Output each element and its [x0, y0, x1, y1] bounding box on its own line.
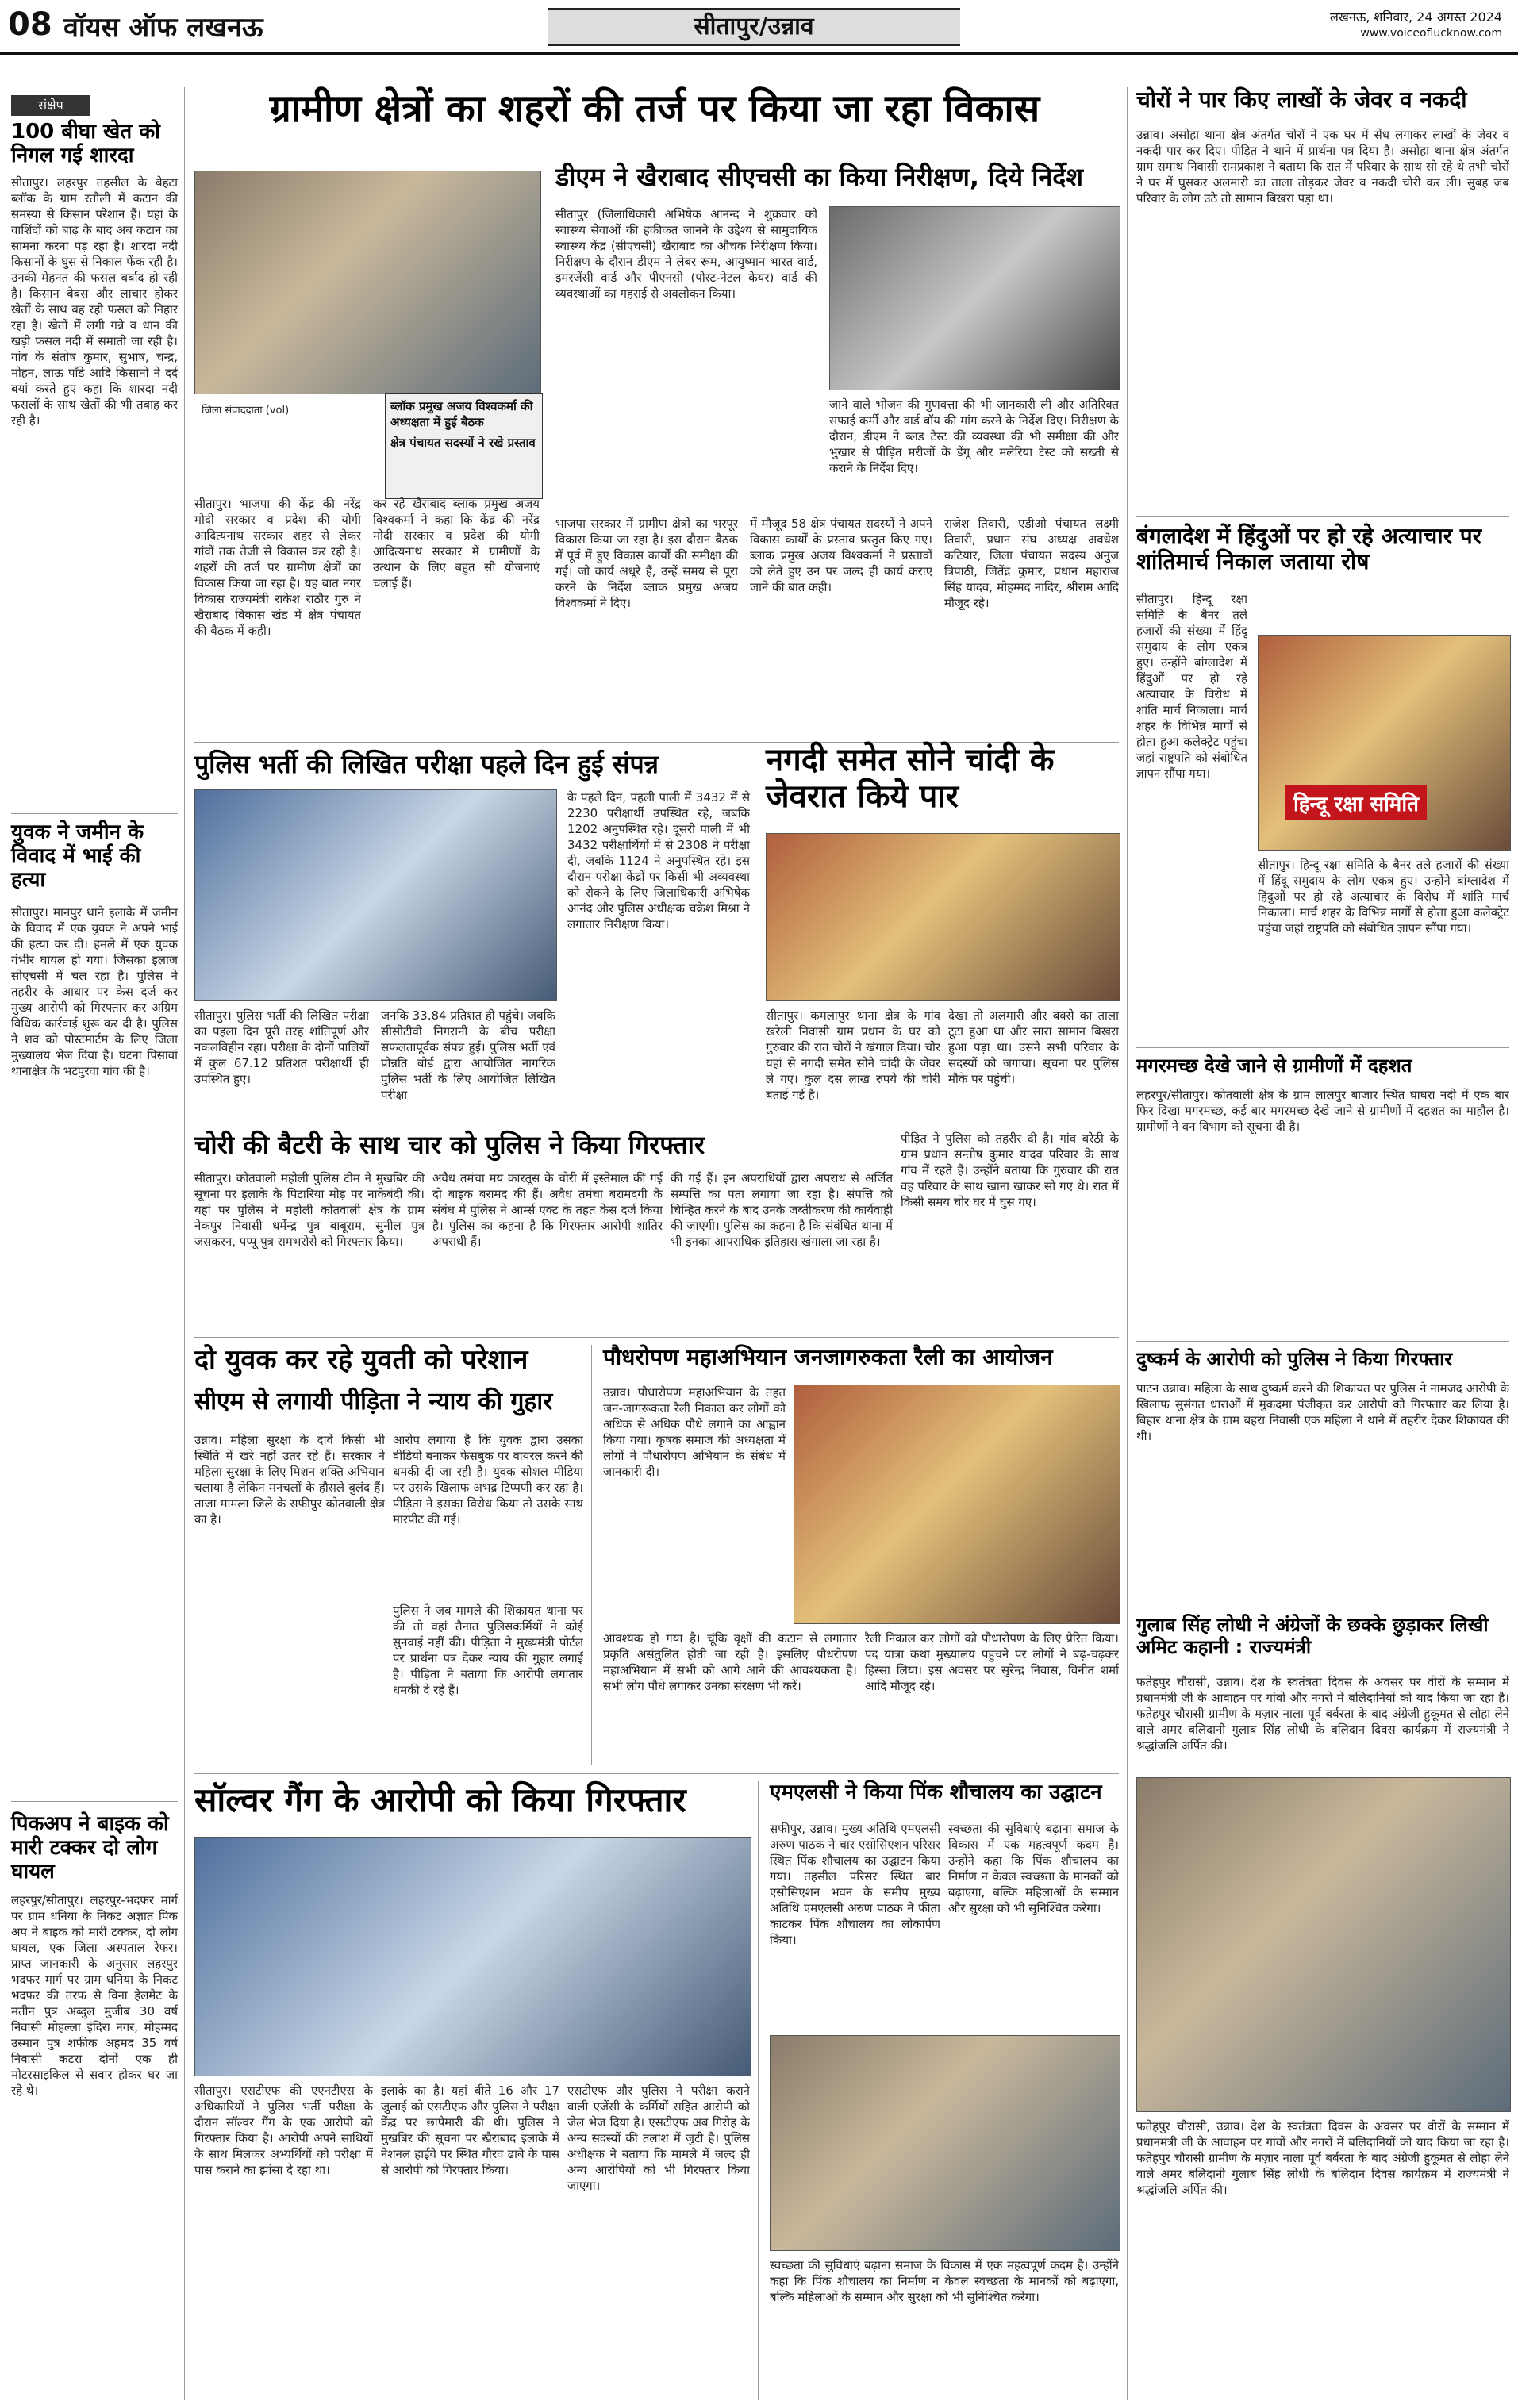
youth-body-3: पुलिस ने जब मामले की शिकायत थाना पर की तो वहां तैनात पुलिसकर्मियों ने कोई सुनवाई नहीं की। पीड़िता ने मुख्यमंत्री पोर्टल पर प्रार्थना पत्र देकर न्याय की गुहार लगाई है। पीड़िता ने बताया कि आरोपी लगातार धमकी दे रहे हैं। [393, 1603, 583, 1697]
rally-photo [794, 1385, 1120, 1624]
march-banner: हिन्दू रक्षा समिति [1285, 785, 1427, 820]
rally-body-2: आवश्यक हो गया है। चूंकि वृक्षों की कटान से लगातार प्रकृति असंतुलित होती जा रही है। इसलिए पौधरोपण महाअभियान में सभी को आगे आने की आवश्यकता है। सभी लोग पौधे लगाकर उनका संरक्षण भी करें। [603, 1631, 857, 1693]
page-number: 08 [8, 6, 52, 43]
right-body-1: उन्नाव। असोहा थाना क्षेत्र अंतर्गत चोरों ने एक घर में सेंध लगाकर लाखों के जेवर व नकदी पार कर दिए। पीड़ित ने थाने में प्रार्थना पत्र दिया है। असोहा थाना क्षेत्र अंतर्गत ग्राम समाथ निवासी रामप्रकाश ने बताया कि रात में परिवार के साथ सो रहे थे तभी चोरों ने घर में घुसकर अलमारी का ताला तोड़कर जेवर व नकदी चोरी कर ली। सुबह जब परिवार के लोग उठे तो सामान बिखरा पड़ा था। [1136, 128, 1509, 205]
toilet-body-3: स्वच्छता की सुविधाएं बढ़ाना समाज के विकास में एक महत्वपूर्ण कदम है। उन्होंने कहा कि पिंक शौचालय का निर्माण न केवल स्वच्छता के मानकों को बढ़ाएगा, बल्कि महिलाओं के सम्मान और सुरक्षा को भी सुनिश्चित करेगा। [770, 2258, 1119, 2304]
police-photo [194, 789, 557, 1001]
youth-body-2: आरोप लगाया है कि युवक द्वारा उसका वीडियो बनाकर फेसबुक पर वायरल करने की धमकी दी जा रही है। युवक सोशल मीडिया पर उसके खिलाफ अभद्र टिप्पणी कर रहा है। पीड़िता ने इसका विरोध किया तो उसके साथ मारपीट की गई। [393, 1433, 583, 1527]
brief-tag: संक्षेप [11, 95, 90, 116]
meeting-photo [194, 171, 541, 394]
toilet-headline: एमएलसी ने किया पिंक शौचालय का उद्घाटन [770, 1780, 1102, 1804]
divider [11, 1801, 178, 1802]
lead-body-2: कर रहे खैराबाद ब्लाक प्रमुख अजय विश्वकर्मा ने कहा कि केंद्र की नरेंद्र मोदी सरकार व प्रदेश की योगी आदित्यनाथ सरकार में ग्रामीणों के उत्थान के लिए बहुत सी योजनाएं चलाई हैं। [373, 497, 540, 590]
divider [1136, 1047, 1509, 1048]
right-body-5b: फतेहपुर चौरासी, उन्नाव। देश के स्वतंत्रता दिवस के अवसर पर वीरों के सम्मान में प्रधानमंत्री जी के आवाहन पर गांवों और नगरों में बलिदानियों को याद किया जा रहा है। फतेहपुर चौरासी ग्रामीण के मज़ार नाला पूर्व बर्बरता के बाद अंग्रेजी हुकूमत से लोहा लेने वाले अमर बलिदानी गुलाब सिंह लोधी के बलिदान दिवस कार्यक्रम में राज्यमंत्री ने श्रद्धांजलि अर्पित की। [1136, 2119, 1509, 2197]
right-body-2b: सीतापुर। हिन्दू रक्षा समिति के बैनर तले हजारों की संख्या में हिंदू समुदाय के लोग एकत्र हुए। उन्होंने बांग्लादेश में हिंदुओं पर हो रहे अत्याचार के विरोध में शांति मार्च निकाला। मार्च शहर के विभिन्न मार्गों से होता हुआ कलेक्ट्रेट पहुंचा जहां राष्ट्रपति को संबोधित ज्ञापन सौंपा गया। [1258, 858, 1509, 935]
photo-caption: जिला संवाददाता (vol) [198, 401, 292, 418]
cash-body-2: देखा तो अलमारी और बक्से का ताला टूटा हुआ था और सारा सामान बिखरा हुआ पड़ा था। उसने सभी परिवार के सदस्यों को जगाया। सूचना पर पुलिस मौके पर पहुंची। [948, 1008, 1119, 1086]
column-divider [758, 1781, 759, 2400]
dm-body-3: भाजपा सरकार में ग्रामीण क्षेत्रों का भरपूर विकास किया जा रहा है। इस दौरान बैठक में पूर्व में हुए विकास कार्यों की समीक्षा की गई। जो कार्य अधूरे हैं, उन्हें समय से पूरा करने के निर्देश ब्लाक प्रमुख अजय विश्वकर्मा ने दिए। [555, 517, 738, 610]
tribute-photo [1136, 1777, 1511, 2112]
section-title: सीतापुर/उन्नाव [548, 8, 960, 46]
left-headline-3: पिकअप ने बाइक को मारी टक्कर दो लोग घायल [11, 1812, 169, 1884]
rally-body-3: रैली निकाल कर लोगों को पौधारोपण के लिए प्रेरित किया। पद यात्रा कथा मुख्यालय पहुंचने पर लोगों ने बढ़-चढ़कर हिस्सा लिया। इस अवसर पर सुरेन्द्र निवास, विनीत शर्मा आदि मौजूद रहे। [865, 1631, 1119, 1693]
youth-subhead: सीएम से लगायी पीड़िता ने न्याय की गुहार [194, 1388, 553, 1415]
right-headline-3: मगरमच्छ देखे जाने से ग्रामीणों में दहशत [1136, 1054, 1412, 1077]
column-divider [184, 87, 185, 2400]
bullet-1: ब्लॉक प्रमुख अजय विश्वकर्मा की अध्यक्षता में हुई बैठक [390, 399, 533, 429]
lead-body-1: सीतापुर। भाजपा की केंद्र की नरेंद्र मोदी सरकार व प्रदेश की योगी आदित्यनाथ सरकार शहर से लेकर गांवों तक तेजी से विकास कर रही है। शहरों की तर्ज पर ग्रामीण क्षेत्रों का विकास किया जा रहा है। यह बात नगर विकास राज्यमंत्री राकेश राठौर गुरु ने खैराबाद विकास खंड में क्षेत्र पंचायत की बैठक में कही। [194, 497, 361, 638]
left-body-2: सीतापुर। मानपुर थाने इलाके में जमीन के विवाद में एक युवक ने अपने भाई की हत्या कर दी। हमले में एक युवक गंभीर घायल हो गया। जिसका इलाज सीएचसी में चल रहा है। पुलिस ने तहरीर के आधार पर केस दर्ज कर मुख्य आरोपी को गिरफ्तार कर अग्रिम विधिक कार्रवाई शुरू कर दी है। पुलिस ने शव को पोस्टमार्टम के लिए जिला मुख्यालय भेज दिया है। घटना पिसावां थानाक्षेत्र के भटपुरवा गांव की है। [11, 905, 178, 1078]
column-divider [591, 1345, 592, 1765]
masthead-rule [0, 52, 1518, 55]
cash-body-1: सीतापुर। कमलापुर थाना क्षेत्र के गांव खरेली निवासी ग्राम प्रधान के घर को गुरुवार की रात चोरों ने खंगाल दिया। चोर यहां से नगदी समेत सोने चांदी के जेवर ले गए। कुल दस लाख रुपये की चोरी बताई गई है। [766, 1008, 940, 1102]
right-body-3: लहरपुर/सीतापुर। कोतवाली क्षेत्र के ग्राम लालपुर बाजार स्थित घाघरा नदी में एक बार फिर दिखा मगरमच्छ, कई बार मगरमच्छ देखे जाने से ग्रामीणों में दहशत का माहौल है। ग्रामीणों ने वन विभाग को सूचना दी है। [1136, 1088, 1509, 1134]
paper-name: वॉयस ऑफ लखनऊ [63, 12, 263, 44]
right-headline-1: चोरों ने पार किए लाखों के जेवर व नकदी [1136, 86, 1467, 113]
theft-photo [766, 833, 1120, 1001]
dm-body-5: राजेश तिवारी, एडीओ पंचायत लक्ष्मी तिवारी, प्रधान संघ अध्यक्ष अवधेश कटियार, जिला पंचायत सदस्य अनुज त्रिपाठी, जितेंद्र कुमार, प्रधान महाराज सिंह यादव, मोहम्मद नादिर, श्रीराम आदि मौजूद रहे। [944, 517, 1119, 610]
right-body-4: पाटन उन्नाव। महिला के साथ दुष्कर्म करने की शिकायत पर पुलिस ने नामजद आरोपी के खिलाफ सुसंगत धाराओं में मुकदमा पंजीकृत कर आरोपी को गिरफ्तार कर लिया है। बिहार थाना क्षेत्र के ग्राम बहरा निवासी एक महिला ने थाने में तहरीर देकर शिकायत की थी। [1136, 1381, 1509, 1443]
masthead [0, 0, 1518, 49]
police-body-1: सीतापुर। पुलिस भर्ती की लिखित परीक्षा का पहला दिन पूरी तरह शांतिपूर्ण और नकलविहीन रहा। परीक्षा के दोनों पालियों में कुल 67.12 प्रतिशत परीक्षार्थी ही उपस्थित हुए। [194, 1008, 369, 1086]
dm-body-1: सीतापुर (जिलाधिकारी अभिषेक आनन्द ने शुक्रवार को स्वास्थ्य सेवाओं की हकीकत जानने के उद्देश्य से सामुदायिक स्वास्थ्य केंद्र (सीएचसी) खैराबाद का औचक निरीक्षण किया। निरीक्षण के दौरान डीएम ने लेबर रूम, आयुष्मान भारत वार्ड, इमरजेंसी वार्ड और पीएनसी (पोस्ट-नेटल केयर) वार्ड की व्यवस्थाओं का गहराई से अवलोकन किया। [555, 207, 817, 301]
toilet-body-1: सफीपुर, उन्नाव। मुख्य अतिथि एमएलसी अरुण पाठक ने चार एसोसिएशन परिसर स्थित पिंक शौचालय का उद्घाटन किया गया। तहसील परिसर स्थित बार एसोसिएशन भवन के समीप मुख्य अतिथि एमएलसी अरुण पाठक ने फीता काटकर पिंक शौचालय का लोकार्पण किया। [770, 1822, 940, 1947]
youth-headline: दो युवक कर रहे युवती को परेशान [194, 1344, 528, 1376]
solver-body-2: इलाके का है। यहां बीते 16 और 17 जुलाई को एसटीएफ और पुलिस ने परीक्षा केंद्र पर छापेमारी की थी। पुलिस ने मुखबिर की सूचना पर खैराबाद इलाके में नेशनल हाईवे पर स्थित गौरव ढाबे के पास से आरोपी को गिरफ्तार किया। [381, 2083, 559, 2177]
left-body-3: लहरपुर/सीतापुर। लहरपुर-भदफर मार्ग पर ग्राम धनिया के निकट अज्ञात पिक अप ने बाइक को मारी टक्कर, दो लोग घायल, एक जिला अस्पताल रेफर। प्राप्त जानकारी के अनुसार लहरपुर भदफर मार्ग पर ग्राम धनिया के निकट भदफर की तरफ से विना हेलमेट के मतीन पुत्र अब्दुल मुजीब 30 वर्ष निवासी मोहल्ला इंदिरा नगर, मोहम्मद उस्मान पुत्र शफीक अहमद 35 वर्ष निवासी कटरा दोनों एक ही मोटरसाइकिल से सवार होकर घर जा रहे थे। [11, 1893, 178, 2098]
right-body-5a: फतेहपुर चौरासी, उन्नाव। देश के स्वतंत्रता दिवस के अवसर पर वीरों के सम्मान में प्रधानमंत्री जी के आवाहन पर गांवों और नगरों में बलिदानियों को याद किया जा रहा है। फतेहपुर चौरासी ग्रामीण के मज़ार नाला पूर्व बर्बरता के बाद अंग्रेजी हुकूमत से लोहा लेने वाले अमर बलिदानी गुलाब सिंह लोधी के बलिदान दिवस कार्यक्रम में राज्यमंत्री ने श्रद्धांजलि अर्पित की। [1136, 1675, 1509, 1753]
solver-body-1: सीतापुर। एसटीएफ की एएनटीएस के अधिकारियों ने पुलिस भर्ती परीक्षा के दौरान सॉल्वर गैंग के एक आरोपी को गिरफ्तार किया है। आरोपी अपने साथियों के साथ मिलकर अभ्यर्थियों को परीक्षा में पास कराने का झांसा दे रहा था। [194, 2083, 373, 2177]
dm-headline: डीएम ने खैराबाद सीएचसी का किया निरीक्षण, दिये निर्देश [555, 162, 1083, 192]
right-headline-5: गुलाब सिंह लोधी ने अंग्रेजों के छक्के छुड़ाकर लिखी अमिट कहानी : राज्यमंत्री [1136, 1614, 1489, 1658]
dm-body-4: में मौजूद 58 क्षेत्र पंचायत सदस्यों ने अपने विकास कार्यों के प्रस्ताव प्रस्तुत किए गए। ब्लाक प्रमुख अजय विश्वकर्मा ने प्रस्तावों को लेते हुए उन पर जल्द ही कार्य कराए जाने की बात कही। [750, 517, 932, 594]
dateline: लखनऊ, शनिवार, 24 अगस्त 2024 [1329, 10, 1502, 25]
right-headline-2: बंगलादेश में हिंदुओं पर हो रहे अत्याचार पर शांतिमार्च निकाल जताया रोष [1136, 523, 1482, 575]
left-headline-2: युवक ने जमीन के विवाद में भाई की हत्या [11, 820, 144, 892]
arrest-photo [194, 1837, 751, 2076]
right-headline-4: दुष्कर्म के आरोपी को पुलिस ने किया गिरफ्तार [1136, 1348, 1453, 1370]
solver-headline: सॉल्वर गैंग के आरोपी को किया गिरफ्तार [194, 1780, 686, 1819]
rally-headline: पौधरोपण महाअभियान जनजागरुकता रैली का आयोजन [603, 1344, 1053, 1370]
cash-headline: नगदी समेत सोने चांदी के जेवरात किये पार [766, 742, 1055, 815]
dm-body-2: जाने वाले भोजन की गुणवत्ता की भी जानकारी ली और अतिरिक्त सफाई कर्मी और वार्ड बॉय की मांग करने के निर्देश दिए। निरीक्षण के दौरान, डीएम ने ब्लड टेस्ट की व्यवस्था की भी समीक्षा की और भुखार से पीड़ित मरीजों के डेंगू और मलेरिया टेस्ट को सख्ती से कराने के निर्देश दिए। [829, 397, 1119, 475]
column-divider [1127, 87, 1128, 2400]
divider [1136, 516, 1509, 517]
divider [1136, 1341, 1509, 1342]
police-body-2: जनकि 33.84 प्रतिशत ही पहुंचे। जबकि सीसीटीवी निगरानी के बीच परीक्षा सफलतापूर्वक संपन्न हुई। पुलिस भर्ती एवं प्रोन्नति बोर्ड द्वारा आयोजित नागरिक पुलिस भर्ती के लिए आयोजित लिखित परीक्षा [381, 1008, 555, 1102]
battery-headline: चोरी की बैटरी के साथ चार को पुलिस ने किया गिरफ्तार [194, 1130, 705, 1160]
hospital-photo [829, 206, 1120, 390]
divider [11, 813, 178, 814]
divider [194, 1337, 1119, 1338]
battery-body-1: सीतापुर। कोतवाली महोली पुलिस टीम ने मुखबिर की सूचना पर इलाके के पिटारिया मोड़ पर नाकेबंदी की। यहां पर पुलिस ने महोली कोतवाली क्षेत्र के ग्राम नेकपुर निवासी धर्मेन्द्र पुत्र बाबूराम, सुनील पुत्र जसकरन, पप्पू पुत्र रामभरोसे को गिरफ्तार किया। [194, 1171, 425, 1249]
rally-body-1: उन्नाव। पौधारोपण महाअभियान के तहत जन-जागरूकता रैली निकाल कर लोगों को अधिक से अधिक पौधे लगाने का आह्वान किया गया। कृषक समाज की अध्यक्षता में लोगों ने पौधारोपण अभियान के संबंध में जानकारी दी। [603, 1385, 786, 1479]
police-headline: पुलिस भर्ती की लिखित परीक्षा पहले दिन हुई संपन्न [194, 749, 659, 779]
left-headline-1: 100 बीघा खेत को निगल गई शारदा [11, 120, 160, 167]
police-body-3: के पहले दिन, पहली पाली में 3432 में से 2230 परीक्षार्थी उपस्थित रहे, जबकि 1202 अनुपस्थित रहे। दूसरी पाली में भी 3432 परीक्षार्थियों में से 2308 ने परीक्षा दी, जबकि 1124 ने अनुपस्थित रहे। इस दौरान परीक्षा केंद्रों पर किसी भी अव्यवस्था को रोकने के लिए जिलाधिकारी अभिषेक आनंद और पुलिस अधीक्षक चक्रेश मिश्रा ने लगातार निरीक्षण किया। [567, 790, 750, 931]
bullet-2: क्षेत्र पंचायत सदस्यों ने रखे प्रस्ताव [390, 436, 536, 450]
battery-body-2: अवैध तमंचा मय कारतूस के चोरी में इस्तेमाल की गई दो बाइक बरामद की हैं। अवैध तमंचा बरामदगी के संबंध में पुलिस ने आर्म्स एक्ट के तहत केस दर्ज किया है। पुलिस का कहना है कि गिरफ्तार आरोपी शातिर अपराधी हैं। [432, 1171, 663, 1249]
left-body-1: सीतापुर। लहरपुर तहसील के बेहटा ब्लॉक के ग्राम रतौली में कटान की समस्या से किसान परेशान हैं। यहां के वाशिंदों को बाढ़ के बाद अब कटान का सामना करना पड़ रहा है। शारदा नदी किसानों के घुस से निकाल फेंक रही है। उनकी मेहनत की फसल बर्बाद हो रही है। किसान बेबस और लाचार होकर खेतों के साथ बह रही फसल को निहार रहा है। खेतों में लगी गन्ने व धान की खड़ी फसल नदी में समाती जा रही है। गांव के संतोष कुमार, सुभाष, चन्द्र, मोहन, लाऊ पाँडे आदि किसानों ने दर्द बयां करते हुए कहा कि शारदा नदी फसलों के साथ खेतों की भी तबाह कर रही है। [11, 175, 178, 428]
cash-body-3: पीड़ित ने पुलिस को तहरीर दी है। गांव बरेठी के ग्राम प्रधान सन्तोष कुमार यादव परिवार के साथ गांव में रहते हैं। उन्होंने बताया कि गुरुवार की रात वह परिवार के साथ खाना खाकर सो गए थे। रात में किसी समय चोर घर में घुस गए। [901, 1131, 1119, 1209]
youth-body-1: उन्नाव। महिला सुरक्षा के दावे किसी भी स्थिति में खरे नहीं उतर रहे हैं। सरकार ने महिला सुरक्षा के लिए मिशन शक्ति अभियान चलाया है लेकिन मनचलों के हौसले बुलंद हैं। ताजा मामला जिले के सफीपुर कोतवाली क्षेत्र का है। [194, 1433, 385, 1527]
lead-headline: ग्रामीण क्षेत्रों का शहरों की तर्ज पर किया जा रहा विकास [269, 86, 1040, 131]
divider [194, 1773, 1119, 1774]
inauguration-photo [770, 2035, 1120, 2251]
solver-body-3: एसटीएफ और पुलिस ने परीक्षा कराने वाली एजेंसी के कर्मियों सहित आरोपी को जेल भेज दिया है। एसटीएफ अब गिरोह के अन्य सदस्यों की तलाश में जुटी है। पुलिस अधीक्षक ने बताया कि मामले में जल्द ही अन्य आरोपियों को भी गिरफ्तार किया जाएगा। [567, 2083, 750, 2193]
toilet-body-2: स्वच्छता की सुविधाएं बढ़ाना समाज के विकास में एक महत्वपूर्ण कदम है। उन्होंने कहा कि पिंक शौचालय का निर्माण न केवल स्वच्छता के मानकों को बढ़ाएगा, बल्कि महिलाओं के सम्मान और सुरक्षा को भी सुनिश्चित करेगा। [948, 1822, 1119, 1915]
right-body-2: सीतापुर। हिन्दू रक्षा समिति के बैनर तले हजारों की संख्या में हिंदू समुदाय के लोग एकत्र हुए। उन्होंने बांग्लादेश में हिंदुओं पर हो रहे अत्याचार के विरोध में शांति मार्च निकाला। मार्च शहर के विभिन्न मार्गों से होता हुआ कलेक्ट्रेट पहुंचा जहां राष्ट्रपति को संबोधित ज्ञापन सौंपा गया। [1136, 592, 1247, 781]
highlight-box [385, 393, 543, 499]
website-link[interactable]: www.voiceoflucknow.com [1360, 27, 1502, 40]
battery-body-3: की गई हैं। इन अपराधियों द्वारा अपराध से अर्जित सम्पत्ति का पता लगाया जा रहा है। संपत्ति को चिन्हित करने के बाद उनके जब्तीकरण की कार्यवाही की जाएगी। पुलिस का कहना है कि संबंधित थाना में भी इनका आपराधिक इतिहास खंगाला जा रहा है। [671, 1171, 893, 1249]
